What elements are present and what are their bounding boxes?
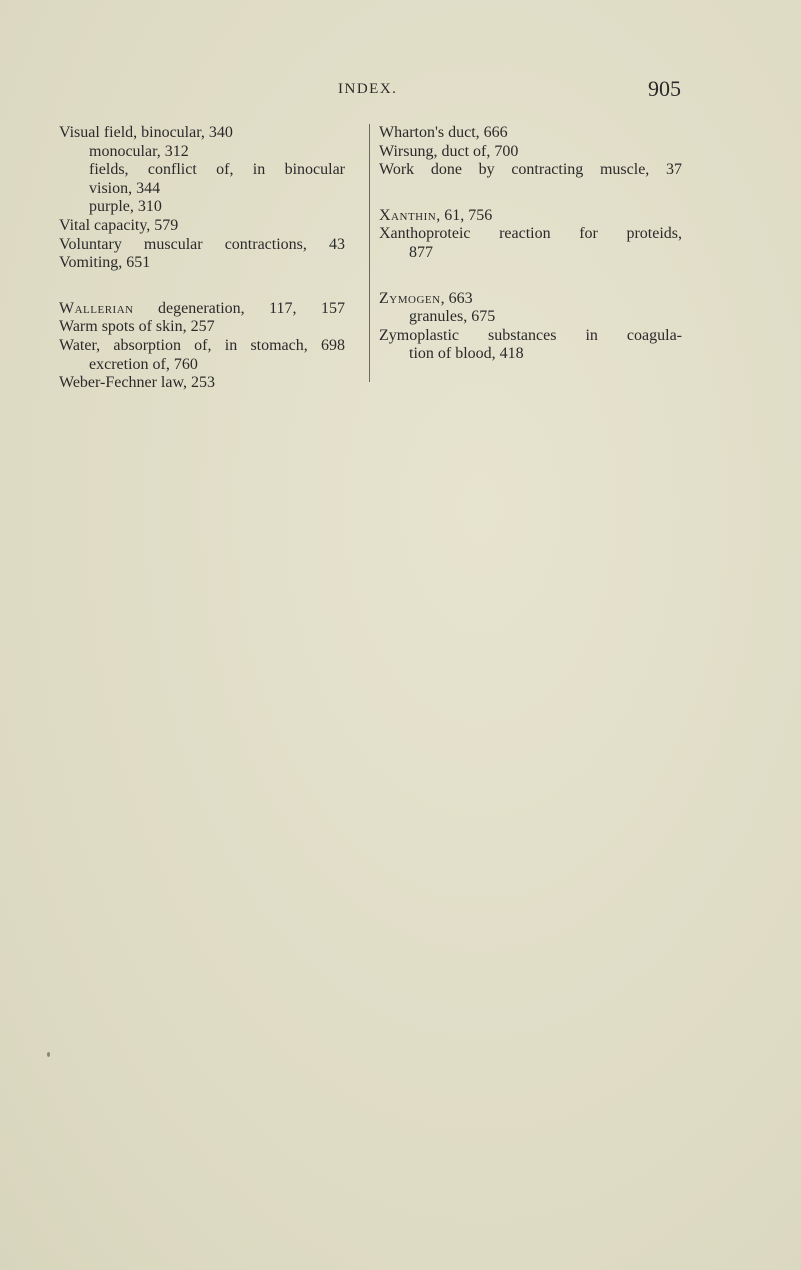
index-entry-text: , 61, 756: [436, 206, 493, 224]
index-subentry-excretion: excretion of, 760: [89, 355, 198, 373]
column-divider: [369, 124, 370, 382]
index-entry-lead-word: Wallerian: [59, 299, 134, 317]
index-subentry-fields-conflict-cont: vision, 344: [89, 179, 161, 197]
index-entry-xanthin: [379, 207, 682, 226]
index-entry-vomiting: Vomiting, 651: [59, 254, 151, 272]
index-entry-text: degeneration, 117, 157: [133, 299, 345, 317]
index-entry-voluntary-contractions: Voluntary muscular contractions, 43: [59, 235, 345, 253]
index-entry-xanthoproteic-cont: 877: [409, 243, 433, 261]
index-group-w-right: [379, 124, 682, 180]
index-entry-visual-field: Visual field, binocular, 340: [59, 124, 233, 141]
paper-speck: [47, 1052, 50, 1057]
index-entry-lead-word: Zymogen: [379, 289, 441, 307]
index-entry-zymoplastic-cont: tion of blood, 418: [409, 345, 524, 363]
index-group-x: [379, 207, 682, 263]
index-entry-zymogen: [379, 290, 682, 309]
index-column-left: [59, 124, 345, 393]
page-number: 905: [648, 76, 681, 101]
index-entry-lead-word: Xanthin: [379, 206, 437, 224]
index-entry-whartons-duct: Wharton's duct, 666: [379, 124, 508, 141]
index-subentry-fields-conflict: fields, conflict of, in binocular: [89, 161, 345, 179]
running-title: INDEX.: [338, 81, 398, 97]
index-entry-xanthoproteic: Xanthoproteic reaction for proteids,: [379, 225, 682, 243]
index-group-w-left: [59, 300, 345, 393]
index-column-right: [379, 124, 682, 364]
index-entry-wallerian: [59, 300, 345, 319]
index-subentry-granules: granules, 675: [409, 308, 496, 326]
index-entry-warm-spots: Warm spots of skin, 257: [59, 318, 215, 336]
index-entry-text: , 663: [440, 289, 473, 307]
index-subentry-purple: purple, 310: [89, 198, 162, 216]
index-entry-zymoplastic: Zymoplastic substances in coagula-: [379, 326, 682, 344]
index-entry-water-absorption: Water, absorption of, in stomach, 698: [59, 336, 345, 354]
index-entry-vital-capacity: Vital capacity, 579: [59, 216, 179, 234]
index-subentry-monocular: monocular, 312: [89, 142, 189, 160]
index-group-z: [379, 290, 682, 364]
index-entry-work-done: Work done by contracting muscle, 37: [379, 161, 682, 179]
index-entry-weber-fechner: Weber-Fechner law, 253: [59, 374, 215, 392]
index-entry-wirsung: Wirsung, duct of, 700: [379, 142, 519, 160]
index-group-v: [59, 124, 345, 273]
